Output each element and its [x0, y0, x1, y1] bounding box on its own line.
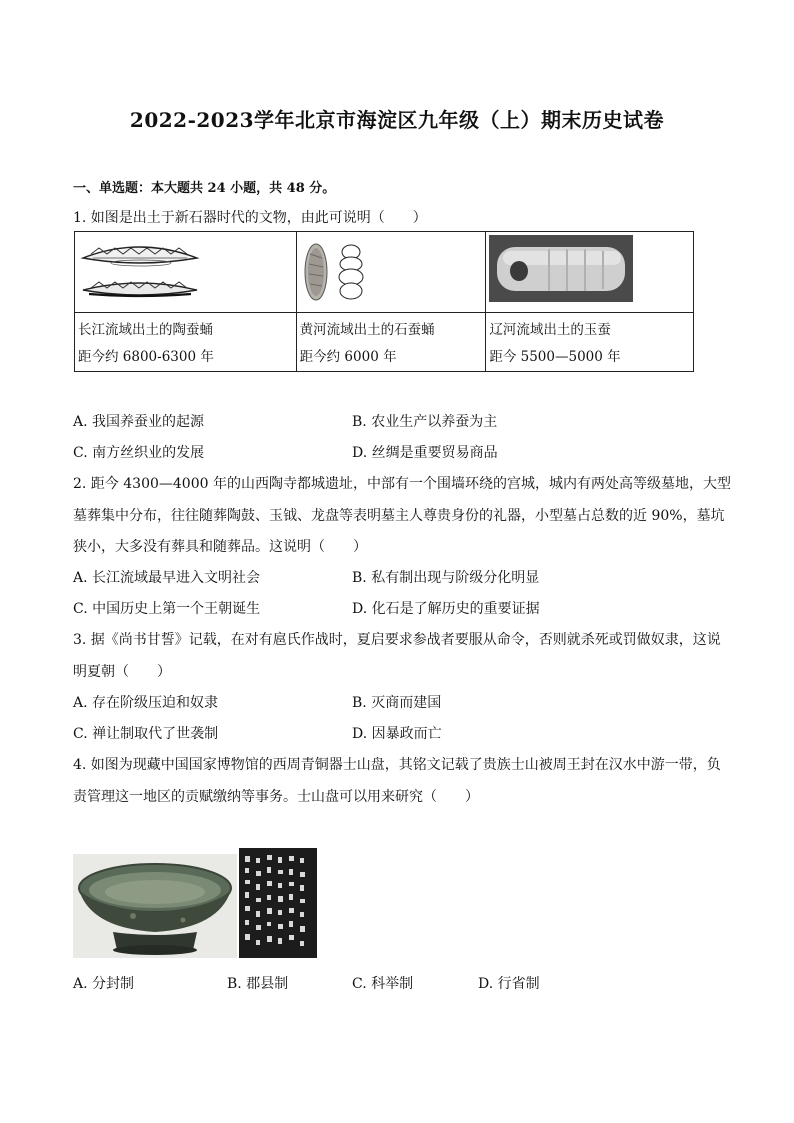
pottery-silkworm-image — [79, 238, 201, 304]
q1-caption-1: 长江流域出土的陶蚕蛹 距今约 6800-6300 年 — [75, 313, 297, 372]
q4-option-c[interactable]: C. 科举制 — [352, 976, 414, 992]
bronze-inscription-rubbing-image — [239, 848, 317, 958]
q1-stem: 1. 如图是出土于新石器时代的文物，由此可说明（ ） — [73, 210, 427, 226]
q2-stem-line-3: 狭小，大多没有葬具和随葬品。这说明（ ） — [73, 539, 367, 555]
q2-option-a[interactable]: A. 长江流域最早进入文明社会 — [73, 570, 261, 586]
q1-caption-2: 黄河流域出土的石蚕蛹 距今约 6000 年 — [296, 313, 486, 372]
q1-caption-3: 辽河流域出土的玉蚕 距今 5500—5000 年 — [486, 313, 694, 372]
page-title: 2022-2023学年北京市海淀区九年级（上）期末历史试卷 — [129, 108, 665, 132]
jade-silkworm-image — [489, 235, 633, 302]
stone-silkworm-image — [301, 240, 371, 306]
q2-option-b[interactable]: B. 私有制出现与阶级分化明显 — [352, 570, 540, 586]
q3-stem-line-1: 3. 据《尚书甘誓》记载，在对有扈氏作战时，夏启要求参战者要服从命令，否则就杀死或罚做奴隶，这说 — [73, 632, 721, 648]
q4-option-b[interactable]: B. 郡县制 — [227, 976, 289, 992]
q1-option-d[interactable]: D. 丝绸是重要贸易商品 — [352, 445, 498, 461]
q3-option-c[interactable]: C. 禅让制取代了世袭制 — [73, 726, 219, 742]
q3-stem-line-2: 明夏朝（ ） — [73, 664, 171, 680]
q2-option-d[interactable]: D. 化石是了解历史的重要证据 — [352, 601, 540, 617]
q4-stem-line-1: 4. 如图为现藏中国国家博物馆的西周青铜器士山盘，其铭文记载了贵族士山被周王封在汉水中游一带，负 — [73, 757, 721, 773]
q1-image-cell-1 — [75, 232, 297, 313]
q3-option-b[interactable]: B. 灭商而建国 — [352, 695, 442, 711]
q1-image-cell-2 — [296, 232, 486, 313]
q2-stem-line-2: 墓葬集中分布，往往随葬陶鼓、玉钺、龙盘等表明墓主人尊贵身份的礼器，小型墓占总数的近 90%，墓坑 — [73, 508, 725, 524]
q2-stem-line-1: 2. 距今 4300—4000 年的山西陶寺都城遗址，中部有一个围墙环绕的宫城，城内有两处高等级墓地，大型 — [73, 476, 731, 492]
q4-stem-line-2: 责管理这一地区的贡赋缴纳等事务。士山盘可以用来研究（ ） — [73, 789, 479, 805]
q1-option-a[interactable]: A. 我国养蚕业的起源 — [73, 414, 205, 430]
section-header: 一、单选题：本大题共 24 小题，共 48 分。 — [73, 181, 336, 196]
q1-artifact-table — [74, 231, 694, 372]
q4-option-d[interactable]: D. 行省制 — [478, 976, 540, 992]
q2-option-c[interactable]: C. 中国历史上第一个王朝诞生 — [73, 601, 261, 617]
q3-option-d[interactable]: D. 因暴政而亡 — [352, 726, 442, 742]
q4-option-a[interactable]: A. 分封制 — [73, 976, 135, 992]
q3-option-a[interactable]: A. 存在阶级压迫和奴隶 — [73, 695, 219, 711]
q1-image-cell-3 — [486, 232, 694, 313]
bronze-plate-image — [73, 854, 237, 958]
q1-option-c[interactable]: C. 南方丝织业的发展 — [73, 445, 205, 461]
q1-option-b[interactable]: B. 农业生产以养蚕为主 — [352, 414, 498, 430]
